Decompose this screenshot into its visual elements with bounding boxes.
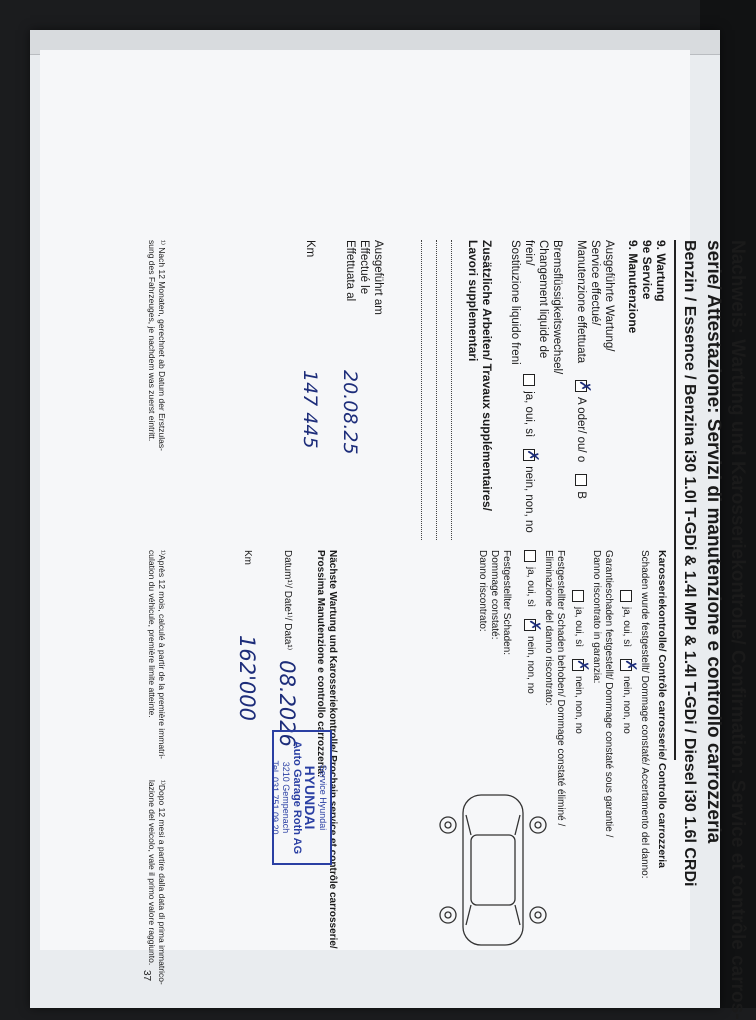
page-title-line2: serie/ Attestazione: Servizi di manutenzione e controllo carrozzeria: [703, 240, 724, 844]
footnote-it: ¹⁾Dopo 12 mesi a partire dalla data di prima immatrico- lazione del veicolo, vale il primo valore raggiunto.: [147, 780, 167, 985]
km-field: [299, 240, 321, 540]
next-date-value[interactable]: 08.2026: [275, 660, 299, 748]
checkbox-warranty-no[interactable]: [572, 659, 584, 671]
next-service-heading: Nächste Wartung und Karosseriekontrolle/ Prochain service et contrôle carrosserie/ Prossima Manutenzione e controllo carrozzeria:: [315, 550, 338, 949]
warranty-damage-label: Garantieschaden festgestellt/ Dommage constaté sous garantie / Danno riscontrato in garanzia:: [591, 550, 614, 838]
damage-no-option[interactable]: ✗ nein, non, no: [620, 659, 632, 734]
option-a[interactable]: ✗ A oder/ ou/ o: [574, 380, 588, 462]
km-label: Km: [304, 240, 316, 258]
extra-work-line-1[interactable]: [451, 240, 466, 540]
service-done-label: Ausgeführte Wartung/ Service effectué/ Manutenzione effettuata: [575, 240, 615, 364]
damage-fixed-label: Festgestellter Schaden behoben/ Dommage constaté éliminé / Eliminazione del danno riscontrato:: [543, 550, 566, 827]
fixed-yes-option[interactable]: ja, oui, sì: [524, 550, 536, 607]
extra-work-heading: Zusätzliche Arbeiten/ Travaux supplémentaires/ Lavori supplementari: [466, 240, 494, 511]
dealer-stamp: Service Hyundai HYUNDAI Auto Garage Roth AG 3210 Gempenach Tel. 031 751 09 20: [272, 730, 332, 865]
checkbox-b[interactable]: [575, 474, 587, 486]
checkbox-brake-no[interactable]: [523, 449, 535, 461]
option-b[interactable]: B: [574, 474, 588, 499]
km-value[interactable]: 147 445: [299, 370, 321, 449]
damage-yes-option[interactable]: ja, oui, sì: [620, 590, 632, 647]
checkbox-fixed-no[interactable]: [524, 619, 536, 631]
footnote-de: ¹⁾ Nach 12 Monaten, gerechnet ab Datum der Erstzulas- sung des Fahrzeuges, je nachdem was zuerst eintritt.: [147, 240, 167, 451]
next-km-label: Km: [242, 550, 253, 565]
page-subtitle: Benzin / Essence / Benzina i30 1.0l T-GDi & 1.4l MPI & 1.4l T-GDi / Diesel i30 1.6l CRDi: [681, 240, 698, 887]
brake-fluid-row: [508, 240, 564, 540]
performed-date-field: [339, 240, 385, 540]
warranty-yes-option[interactable]: ja, oui, sì: [572, 590, 584, 647]
car-diagram-icon: [438, 765, 548, 975]
service-heading: 9. Wartung 9e Service 9. Manutenzione: [626, 240, 668, 334]
extra-work-line-3[interactable]: [421, 240, 436, 540]
body-check-heading: Karosseriekontrolle/ Contrôle carrosserie/ Controllo carrozzeria: [656, 550, 668, 869]
performed-date-value[interactable]: 20.08.25: [339, 370, 361, 455]
brake-fluid-label: Bremsflüssigkeitswechsel/ Changement liquide de frein/ Sostituzione liquido freni: [509, 240, 563, 375]
next-km-value[interactable]: 162'000: [235, 635, 259, 721]
damage-found-label: Schaden wurde festgestellt/ Dommage constaté/ Accertamento del danno:: [639, 550, 650, 879]
performed-label: Ausgeführt am Effectué le Effettuata al: [344, 240, 384, 315]
checkbox-brake-yes[interactable]: [523, 374, 535, 386]
fixed-no-option[interactable]: ✗ nein, non, no: [524, 619, 536, 694]
checkbox-damage-yes[interactable]: [620, 590, 632, 602]
page-number: 37: [141, 970, 152, 982]
footnote-fr: ¹⁾Après 12 mois, calculé à partir de la première immatri- culation du véhicule, première limite atteinte.: [147, 550, 167, 759]
checkbox-a[interactable]: [575, 380, 587, 392]
next-date-field: [275, 550, 299, 748]
checkbox-damage-no[interactable]: [620, 659, 632, 671]
next-km-field: [235, 550, 259, 721]
next-date-label: Datum¹⁾/ Date¹⁾/ Data¹⁾: [282, 550, 293, 651]
extra-work-line-2[interactable]: [436, 240, 451, 540]
checkbox-fixed-yes[interactable]: [524, 550, 536, 562]
service-section: [299, 240, 668, 540]
service-record-sheet: [132, 90, 752, 1020]
damage-found-detail: Festgestellter Schaden: Dommage constaté: Danno riscontrato:: [477, 550, 512, 656]
page-title-line1: Nachweis: Wartung und Karosseriekontrolle/ Confirmation: Service et contrôle carros-: [727, 240, 748, 1020]
title-divider: [674, 240, 676, 760]
checkbox-warranty-yes[interactable]: [572, 590, 584, 602]
service-done-row: [574, 240, 616, 540]
brake-yes-option[interactable]: ja, oui, sì: [522, 374, 536, 437]
warranty-no-option[interactable]: ✗ nein, non, no: [572, 659, 584, 734]
brake-no-option[interactable]: ✗ nein, non, no: [522, 449, 536, 533]
